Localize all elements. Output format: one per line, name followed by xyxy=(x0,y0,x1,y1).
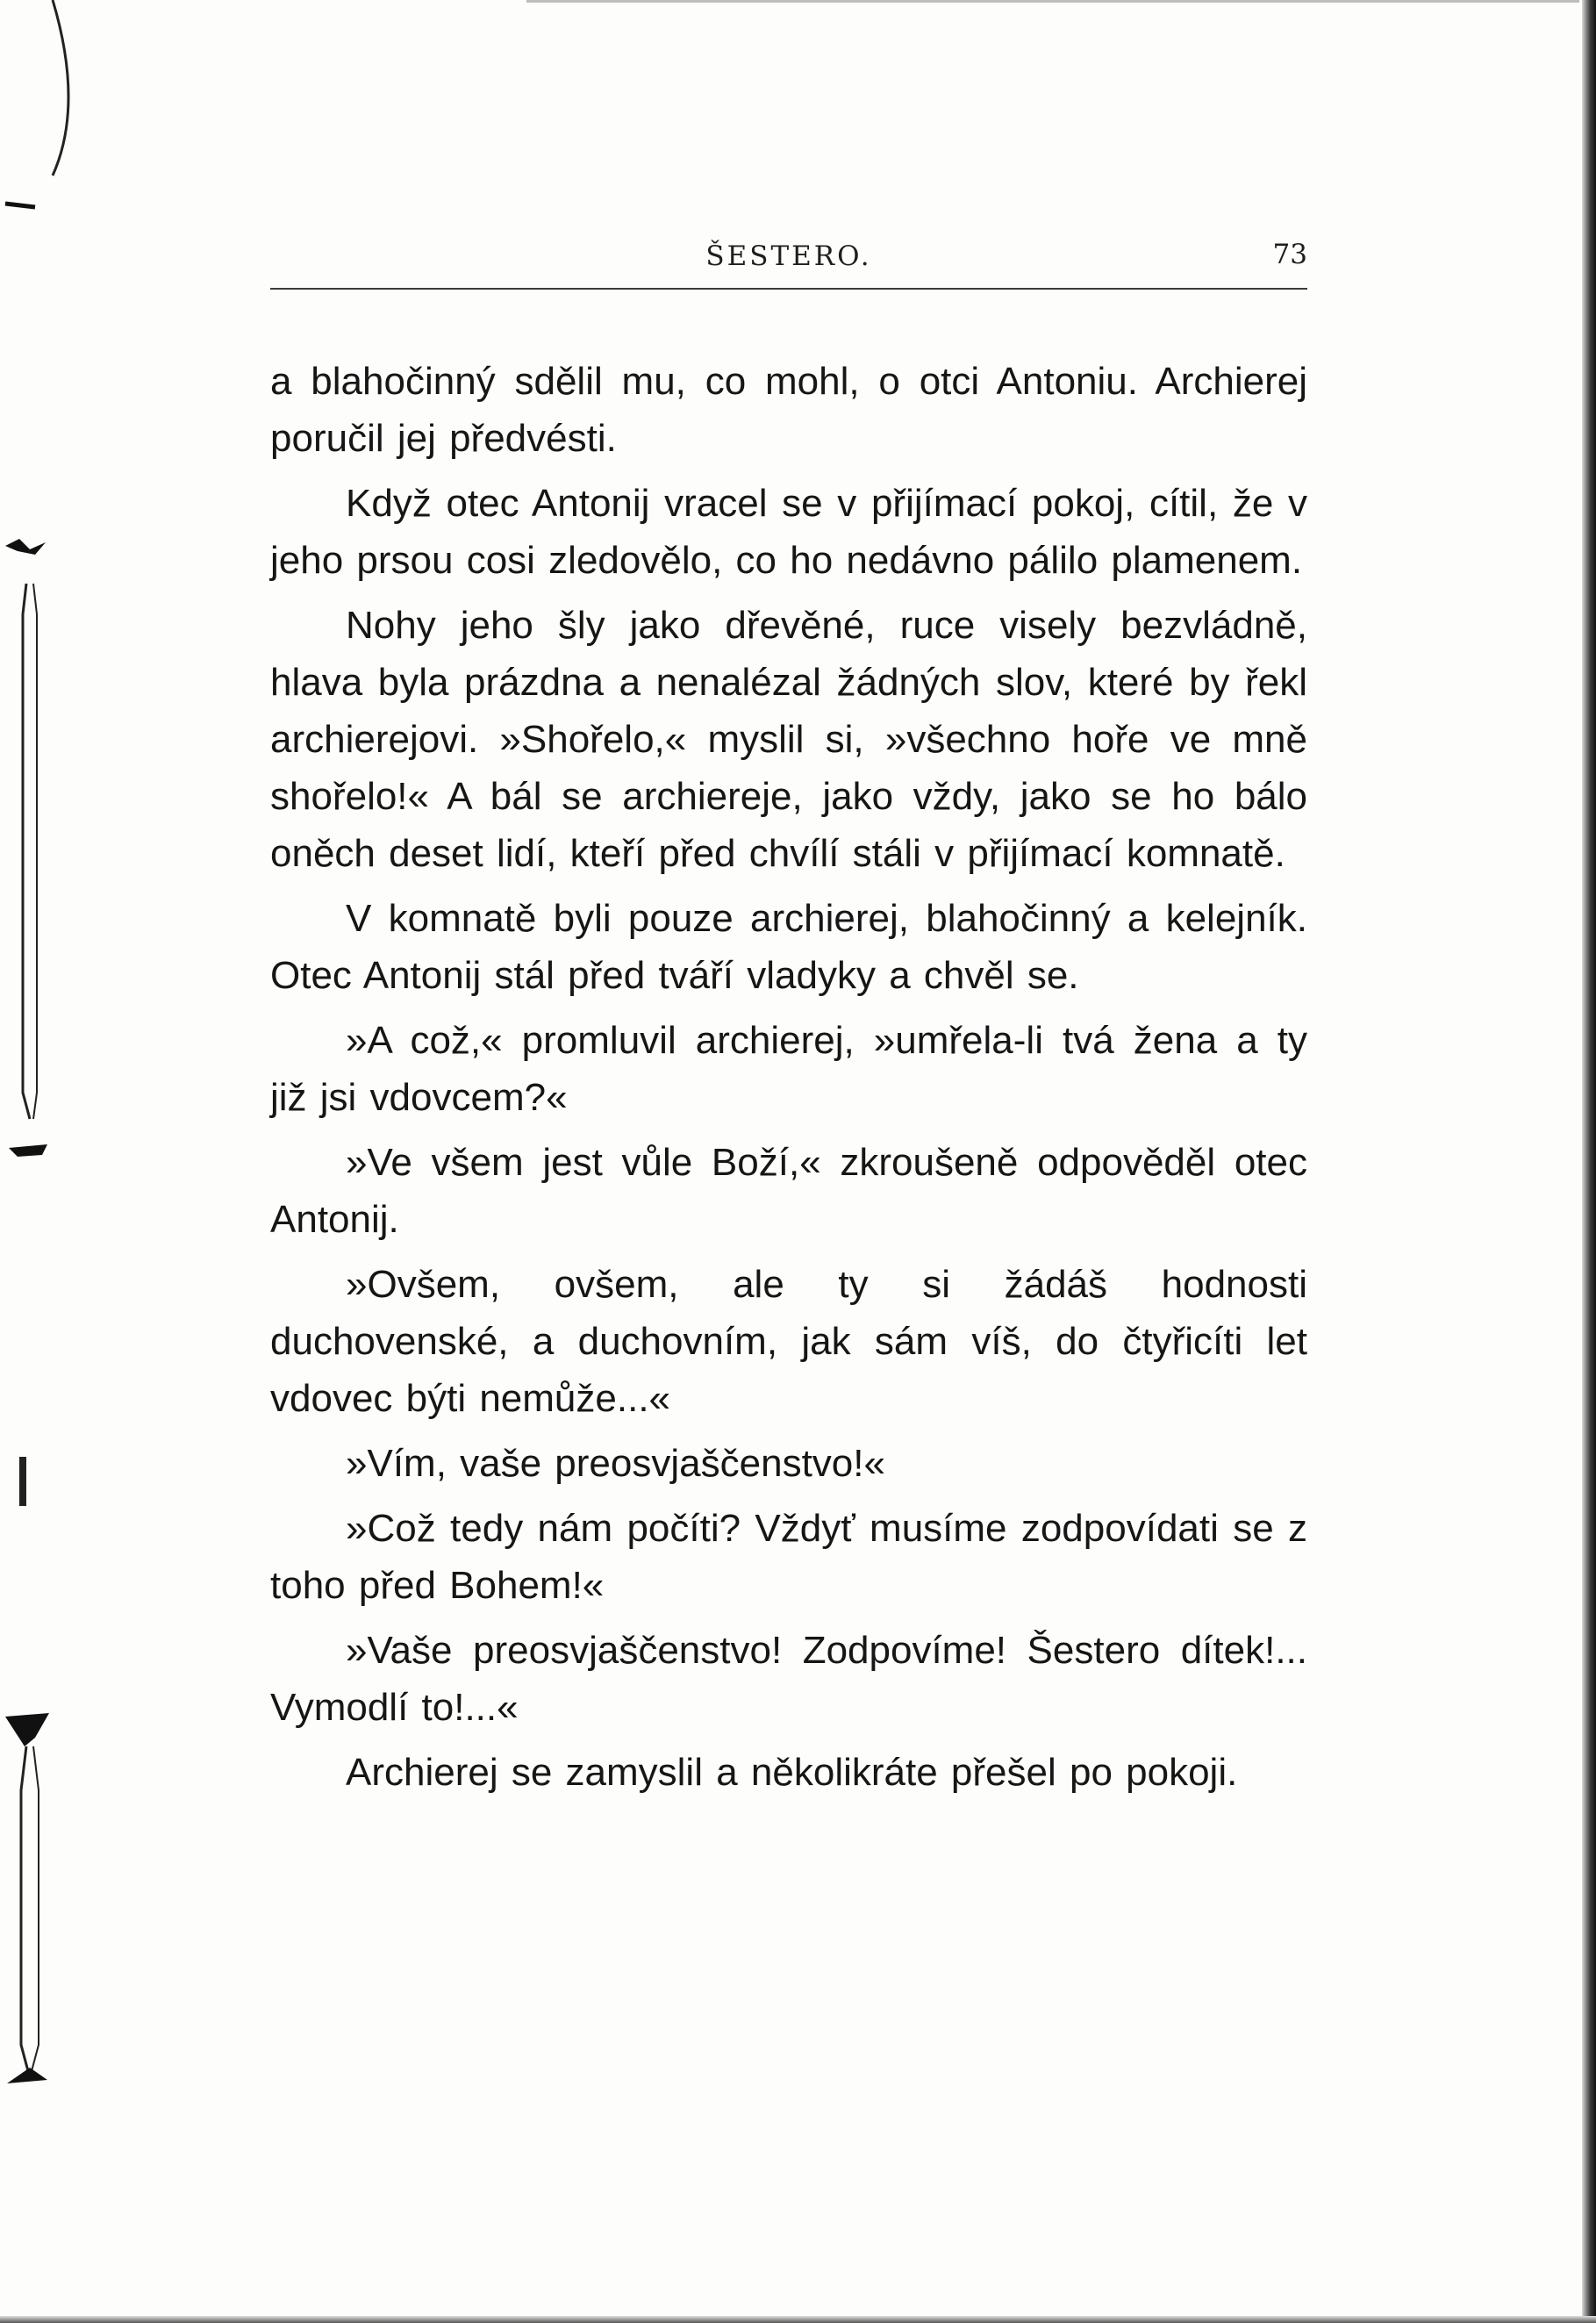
paragraph: »Což tedy nám počíti? Vždyť musíme zodpovídati se z toho před Bohem!« xyxy=(270,1507,1307,1607)
page-right-edge xyxy=(1582,0,1596,2323)
paragraph: Archierej se zamyslil a několikráte přešel po pokoji. xyxy=(346,1751,1238,1794)
header-rule xyxy=(270,288,1307,290)
binding-thread-4 xyxy=(32,1746,39,2071)
paragraph: V komnatě byli pouze archierej, blahočinný a kelejník. Otec Antonij stál před tváří vladyky a chvěl se. xyxy=(270,897,1307,997)
binding-thread-3 xyxy=(21,1746,28,2071)
paragraph: Když otec Antonij vracel se v přijímací pokoj, cítil, že v jeho prsou cosi zledovělo, co ho nedávno pálilo plamenem. xyxy=(270,482,1307,582)
paragraph: a blahočinný sdělil mu, co mohl, o otci Antoniu. Archierej poručil jej předvésti. xyxy=(270,360,1307,460)
binding-tick-2 xyxy=(19,1457,26,1506)
binding-marks xyxy=(0,0,70,2323)
binding-knot-3 xyxy=(5,1713,49,1746)
paragraph: »Vaše preosvjaščenstvo! Zodpovíme! Šestero dítek!... Vymodlí to!...« xyxy=(270,1629,1307,1729)
paragraph: »A což,« promluvil archierej, »umřela-li tvá žena a ty již jsi vdovcem?« xyxy=(270,1019,1307,1119)
binding-thread-1 xyxy=(23,584,30,1119)
paragraph: Nohy jeho šly jako dřevěné, ruce visely bezvládně, hlava byla prázdna a nenalézal žádných slov, které by řekl archierejovi. »Shořelo,« myslil si, »všechno hoře ve mně shořelo!« A bál se archiereje, jako vždy, jako se ho bálo oněch deset lidí, kteří před chvílí stáli v přijímací komnatě. xyxy=(270,604,1307,875)
binding-tick-1 xyxy=(5,204,35,207)
page-number: 73 xyxy=(1272,239,1307,270)
body-text xyxy=(270,353,1307,1809)
binding-knot-1 xyxy=(5,539,46,555)
binding-thread-2 xyxy=(33,584,37,1119)
binding-thread-top xyxy=(53,0,68,176)
binding-knot-2 xyxy=(9,1144,47,1157)
paragraph: »Ve všem jest vůle Boží,« zkroušeně odpověděl otec Antonij. xyxy=(270,1141,1307,1241)
paragraph: »Ovšem, ovšem, ale ty si žádáš hodnosti duchovenské, a duchovním, jak sám víš, do čtyřicíti let vdovec býti nemůže...« xyxy=(270,1263,1307,1420)
page-top-edge xyxy=(526,0,1579,3)
binding-knot-4 xyxy=(7,2068,47,2083)
page-bottom-edge xyxy=(0,2316,1596,2323)
paragraph: »Vím, vaše preosvjaščenstvo!« xyxy=(346,1442,885,1485)
page-header xyxy=(270,237,1307,281)
running-title: ŠESTERO. xyxy=(705,240,872,272)
